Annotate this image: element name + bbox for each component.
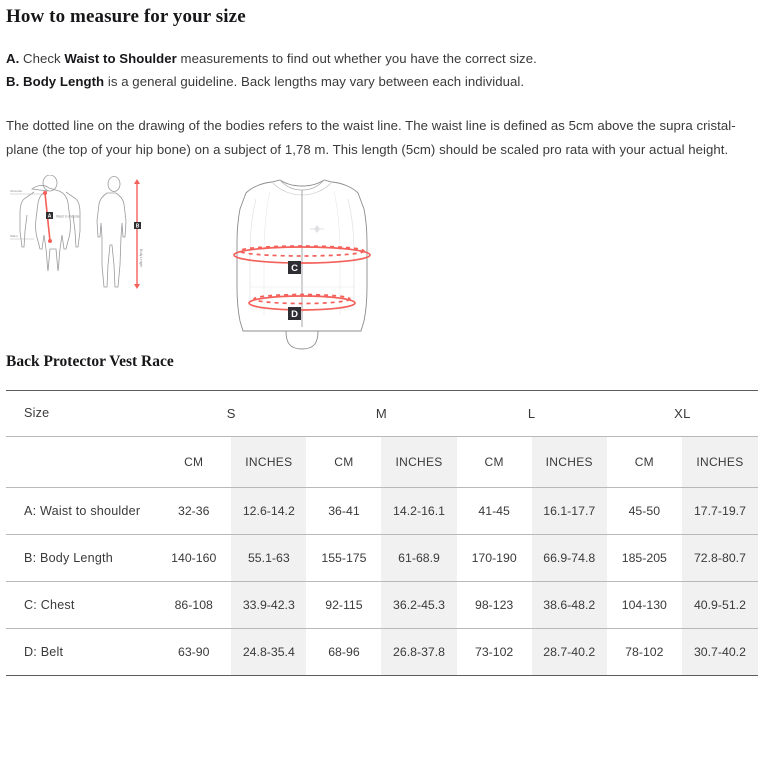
- cell-value: 41-45: [457, 487, 532, 534]
- bullet-a-check: Check: [23, 51, 65, 66]
- header-size-s: S: [156, 390, 306, 436]
- intro-paragraph-waistline: The dotted line on the drawing of the bodies refers to the waist line. The waist line is defined as 5cm above the supra cristal-plane (the top of your hip bone) on a subject of 1,78 m. This length (5cm) should be scaled pro rata with your actual height.: [6, 118, 736, 157]
- header-unit-inches-m: INCHES: [381, 436, 456, 487]
- cell-value: 38.6-48.2: [532, 581, 607, 628]
- cell-value: 17.7-19.7: [682, 487, 758, 534]
- figure-b-head: [108, 176, 120, 191]
- table-header-units: [6, 436, 758, 487]
- figure-a-body-outline: [32, 185, 70, 271]
- vest-belt-badge-letter: D: [291, 308, 298, 320]
- figure-a-torso: [10, 175, 81, 271]
- row-label-waist-to-shoulder: A: Waist to shoulder: [6, 487, 156, 534]
- cell-value: 140-160: [156, 534, 231, 581]
- intro-paragraph-ab: [6, 47, 759, 93]
- figure-a-badge-letter: A: [47, 213, 52, 220]
- bullet-a-term: Waist to Shoulder: [64, 51, 177, 66]
- figure-b-fullbody: [97, 176, 143, 289]
- figure-a-caption: Waist to shoulder: [56, 214, 81, 219]
- cell-value: 98-123: [457, 581, 532, 628]
- cell-value: 40.9-51.2: [682, 581, 758, 628]
- figure-a-point-shoulder: [43, 191, 47, 195]
- header-unit-inches-xl: INCHES: [682, 436, 758, 487]
- cell-value: 73-102: [457, 628, 532, 675]
- page-title: How to measure for your size: [6, 6, 246, 27]
- bullet-b-marker: B.: [6, 74, 24, 90]
- row-label-body-length: B: Body Length: [6, 534, 156, 581]
- bullet-b-term: Body Length: [23, 74, 105, 90]
- cell-value: 104-130: [607, 581, 682, 628]
- measurement-illustration: [0, 175, 765, 353]
- cell-value: 92-115: [306, 581, 381, 628]
- figure-a-label-waist: Waist: [10, 233, 18, 238]
- header-size-label: Size: [6, 390, 156, 436]
- table-row: [6, 628, 758, 675]
- row-label-belt: D: Belt: [6, 628, 156, 675]
- cell-value: 36-41: [306, 487, 381, 534]
- size-chart-table: [6, 390, 758, 676]
- header-unit-cm-xl: CM: [607, 436, 682, 487]
- cell-value: 24.8-35.4: [231, 628, 306, 675]
- cell-value: 185-205: [607, 534, 682, 581]
- figure-a-right-arm: [66, 192, 80, 247]
- cell-value: 86-108: [156, 581, 231, 628]
- cell-value: 26.8-37.8: [381, 628, 456, 675]
- cell-value: 12.6-14.2: [231, 487, 306, 534]
- header-unit-cm-s: CM: [156, 436, 231, 487]
- vest-chest-badge-letter: C: [291, 262, 298, 274]
- product-title: Back Protector Vest Race: [6, 352, 174, 370]
- cell-value: 33.9-42.3: [231, 581, 306, 628]
- figure-b-badge-letter: B: [135, 223, 140, 230]
- cell-value: 72.8-80.7: [682, 534, 758, 581]
- cell-value: 28.7-40.2: [532, 628, 607, 675]
- cell-value: 63-90: [156, 628, 231, 675]
- header-unit-inches-l: INCHES: [532, 436, 607, 487]
- row-label-chest: C: Chest: [6, 581, 156, 628]
- cell-value: 61-68.9: [381, 534, 456, 581]
- cell-value: 30.7-40.2: [682, 628, 758, 675]
- header-size-m: M: [306, 390, 456, 436]
- header-unit-inches-s: INCHES: [231, 436, 306, 487]
- cell-value: 14.2-16.1: [381, 487, 456, 534]
- cell-value: 55.1-63: [231, 534, 306, 581]
- figure-b-caption: Body Length: [139, 248, 143, 267]
- bullet-a-rest: measurements to find out whether you have the correct size.: [176, 51, 537, 66]
- cell-value: 66.9-74.8: [532, 534, 607, 581]
- figure-a-label-shoulder: Shoulder: [10, 188, 23, 193]
- header-unit-cm-l: CM: [457, 436, 532, 487]
- intro-copy: [0, 47, 765, 161]
- figure-b-arrow-head-top: [134, 179, 140, 184]
- table-row: [6, 581, 758, 628]
- cell-value: 68-96: [306, 628, 381, 675]
- figure-b-arrow-head-bottom: [134, 284, 140, 289]
- vest-illustration: [234, 180, 370, 349]
- table-row: [6, 534, 758, 581]
- bullet-b-rest: is a general guideline. Back lengths may vary between each individual.: [104, 74, 525, 90]
- cell-value: 155-175: [306, 534, 381, 581]
- vest-tail: [286, 331, 318, 349]
- header-units-blank: [6, 436, 156, 487]
- cell-value: 16.1-17.7: [532, 487, 607, 534]
- bullet-a-marker: A.: [6, 51, 24, 66]
- table-header-sizes: [6, 390, 758, 436]
- table-row: [6, 487, 758, 534]
- cell-value: 32-36: [156, 487, 231, 534]
- illustration-svg: [4, 175, 404, 353]
- cell-value: 45-50: [607, 487, 682, 534]
- cell-value: 78-102: [607, 628, 682, 675]
- header-unit-cm-m: CM: [306, 436, 381, 487]
- figure-a-point-waist: [48, 239, 52, 243]
- figure-b-body-outline: [97, 193, 126, 287]
- header-size-l: L: [457, 390, 607, 436]
- header-size-xl: XL: [607, 390, 758, 436]
- cell-value: 36.2-45.3: [381, 581, 456, 628]
- cell-value: 170-190: [457, 534, 532, 581]
